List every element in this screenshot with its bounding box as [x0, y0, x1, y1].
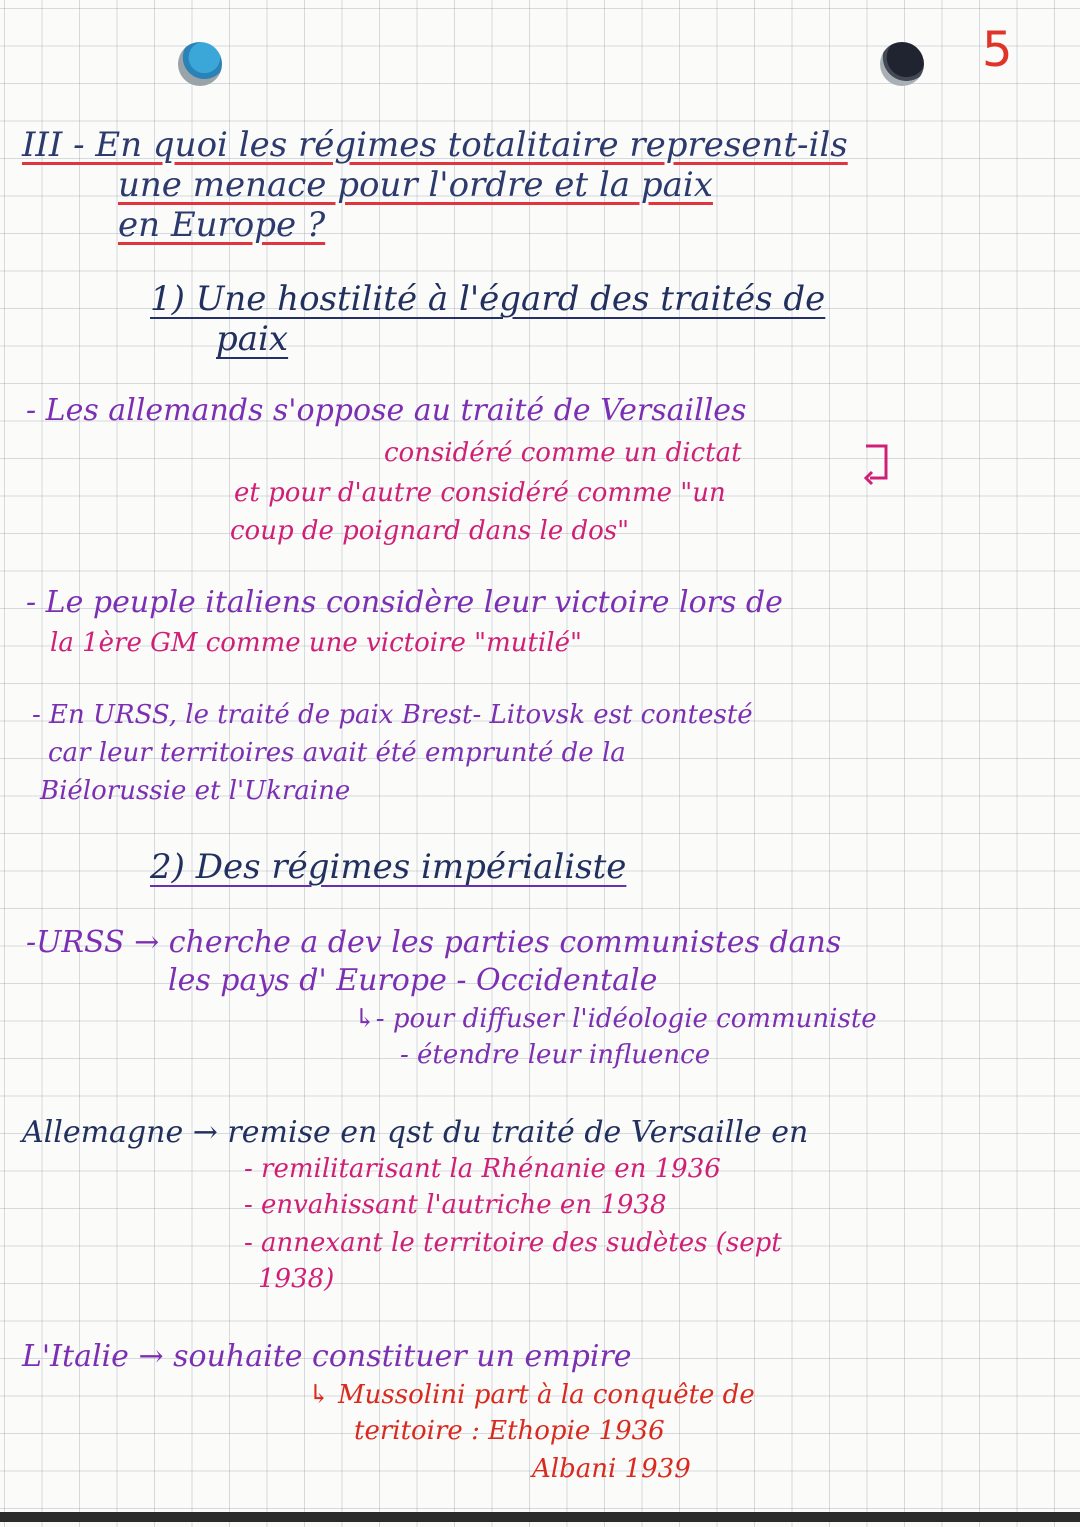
- italy-imperialism-line-1: L'Italie → souhaite constituer un empire: [22, 1339, 632, 1374]
- germany-treaty-line-2: considéré comme un dictat: [384, 438, 742, 468]
- urss-imperialism-line-4: - étendre leur influence: [400, 1040, 711, 1070]
- urss-treaty-line-3: Biélorussie et l'Ukraine: [40, 776, 351, 806]
- germany-imperialism-line-5: 1938): [258, 1264, 335, 1294]
- urss-imperialism-line-2: les pays d' Europe - Occidentale: [168, 963, 658, 998]
- page-bottom-edge: [0, 1512, 1080, 1522]
- italy-victory-line-1: - Le peuple italiens considère leur victoire lors de: [26, 585, 783, 620]
- germany-treaty-line-1: - Les allemands s'oppose au traité de Versailles: [26, 393, 747, 428]
- punch-hole-right: [880, 42, 924, 86]
- germany-imperialism-line-4: - annexant le territoire des sudètes (sept: [244, 1228, 782, 1258]
- title-line-1: III - En quoi les régimes totalitaire represent-ils: [22, 125, 848, 165]
- urss-treaty-line-2: car leur territoires avait été emprunté de la: [48, 738, 626, 768]
- italy-imperialism-line-2: ↳ Mussolini part à la conquête de: [308, 1380, 755, 1410]
- germany-imperialism-line-3: - envahissant l'autriche en 1938: [244, 1190, 667, 1220]
- section-2-heading: 2) Des régimes impérialiste: [150, 847, 627, 887]
- germany-treaty-line-4: coup de poignard dans le dos": [230, 516, 630, 546]
- italy-imperialism-line-3: teritoire : Ethopie 1936: [354, 1416, 665, 1446]
- urss-imperialism-line-1: -URSS → cherche a dev les parties communistes dans: [26, 925, 842, 960]
- punch-hole-left: [178, 42, 222, 86]
- italy-victory-line-2: la 1ère GM comme une victoire "mutilé": [50, 628, 582, 658]
- title-line-3: en Europe ?: [118, 205, 326, 245]
- germany-imperialism-line-1: Allemagne → remise en qst du traité de Versaille en: [22, 1115, 809, 1150]
- title-line-2: une menace pour l'ordre et la paix: [118, 165, 713, 205]
- italy-imperialism-line-4: Albani 1939: [532, 1454, 691, 1484]
- page-number: 5: [982, 22, 1013, 78]
- section-1-heading: 1) Une hostilité à l'égard des traités de: [150, 279, 826, 319]
- section-1-heading-cont: paix: [216, 319, 289, 359]
- germany-treaty-line-3: et pour d'autre considéré comme "un: [234, 478, 726, 508]
- bracket-arrow-icon: [860, 438, 900, 488]
- urss-treaty-line-1: - En URSS, le traité de paix Brest- Litovsk est contesté: [32, 700, 753, 730]
- germany-imperialism-line-2: - remilitarisant la Rhénanie en 1936: [244, 1154, 721, 1184]
- urss-imperialism-line-3: ↳- pour diffuser l'idéologie communiste: [354, 1004, 877, 1034]
